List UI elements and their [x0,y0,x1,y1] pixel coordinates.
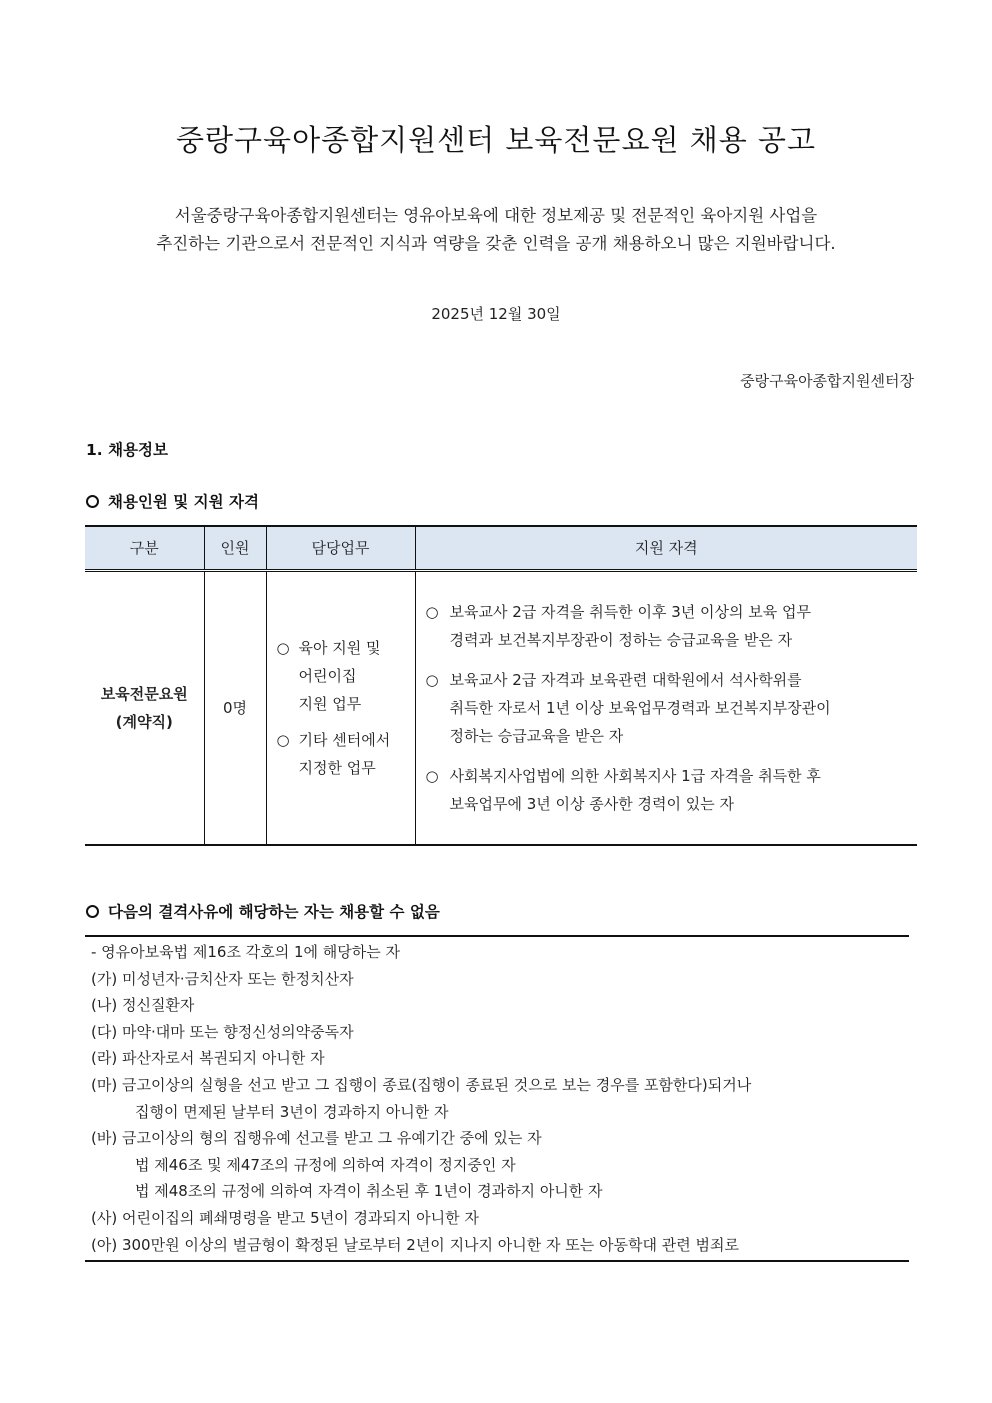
circle-bullet-icon: ○ [425,602,439,621]
circle-bullet-icon: ○ [276,638,290,657]
circle-bullet-icon: ○ [425,670,439,689]
list-item: (가) 미성년자·금치산자 또는 한정치산자 [91,969,354,988]
intro-line: 추진하는 기관으로서 전문적인 지식과 역량을 갖춘 인력을 공개 채용하오니 많은 지원바랍니다. [156,234,836,253]
duty-text [299,634,381,718]
subsection-heading-text: 채용인원 및 지원 자격 [108,493,259,511]
page-title: 중랑구육아종합지원센터 보육전문요원 채용 공고 [176,123,816,157]
circle-bullet-icon [86,905,99,918]
qualification-text [450,762,821,818]
circle-bullet-icon [86,495,99,508]
list-item: (마) 금고이상의 실형을 선고 받고 그 집행이 종료(집행이 종료된 것으로 보는 경우를 포함한다)되거나 [91,1075,752,1094]
subsection-heading [86,490,259,512]
recruitment-table [85,525,917,846]
duty-line: 어린이집 [298,666,357,685]
qualification-line: 사회복지사업법에 의한 사회복지사 1급 자격을 취득한 후 [449,766,821,785]
qualification-item [426,598,910,654]
list-item: (다) 마약·대마 또는 향정신성의약중독자 [91,1022,354,1041]
list-item: - 영유아보육법 제16조 각호의 1에 해당하는 자 [91,943,400,961]
duty-line: 기타 센터에서 [298,730,391,749]
intro-paragraph [40,202,952,258]
qualification-line: 보육업무에 3년 이상 종사한 경력이 있는 자 [449,794,734,813]
qualification-line: 경력과 보건복지부장관이 정하는 승급교육을 받은 자 [449,630,793,649]
duty-text [299,726,391,782]
issuer: 중랑구육아종합지원센터장 [740,372,914,390]
list-item: (나) 정신질환자 [91,996,195,1015]
duty-item [277,726,409,782]
qualification-item [426,666,910,750]
table-header-row [85,526,917,570]
position-title: 보육전문요원 [100,684,188,703]
position-cell [85,570,204,845]
list-item: 법 제48조의 규정에 의하여 자격이 취소된 후 1년이 경과하지 아니한 자 [135,1182,603,1201]
circle-bullet-icon: ○ [276,730,290,749]
header-count: 인원 [204,526,266,570]
duty-line: 지정한 업무 [298,758,376,777]
duties-cell [266,570,415,845]
header-duties: 담당업무 [266,526,415,570]
disqualification-list [85,935,909,1262]
list-item: (바) 금고이상의 형의 집행유예 선고를 받고 그 유예기간 중에 있는 자 [91,1129,542,1148]
table-row [85,570,917,845]
qualifications-cell [415,570,917,845]
qualification-line: 정하는 승급교육을 받은 자 [449,726,624,745]
header-category: 구분 [85,526,204,570]
headcount-cell: 0명 [204,570,266,845]
subsection-heading-text: 다음의 결격사유에 해당하는 자는 채용할 수 없음 [108,903,440,921]
duty-line: 지원 업무 [298,694,362,713]
qualification-item [426,762,910,818]
list-item: (라) 파산자로서 복권되지 아니한 자 [91,1049,325,1068]
list-item: 법 제46조 및 제47조의 규정에 의하여 자격이 정지중인 자 [135,1155,516,1174]
qualification-line: 보육교사 2급 자격과 보육관련 대학원에서 석사학위를 [449,670,802,689]
section-heading: 1. 채용정보 [86,441,168,459]
qualification-line: 취득한 자로서 1년 이상 보육업무경력과 보건복지부장관이 [449,698,831,717]
announcement-date: 2025년 12월 30일 [431,305,561,323]
list-item: 집행이 면제된 날부터 3년이 경과하지 아니한 자 [135,1102,449,1121]
list-item: (아) 300만원 이상의 벌금형이 확정된 날로부터 2년이 지나지 아니한 자 또는 아동학대 관련 범죄로 [91,1235,739,1254]
qualification-text [450,666,831,750]
circle-bullet-icon: ○ [425,766,439,785]
duty-line: 육아 지원 및 [298,638,381,657]
subsection-heading [86,900,440,922]
intro-line: 서울중랑구육아종합지원센터는 영유아보육에 대한 정보제공 및 전문적인 육아지원 사업을 [174,206,818,225]
qualification-text [450,598,812,654]
header-qualifications: 지원 자격 [415,526,917,570]
duty-item [277,634,409,718]
qualification-line: 보육교사 2급 자격을 취득한 이후 3년 이상의 보육 업무 [449,602,812,621]
list-item: (사) 어린이집의 폐쇄명령을 받고 5년이 경과되지 아니한 자 [91,1208,479,1227]
position-type: (계약직) [115,712,173,731]
